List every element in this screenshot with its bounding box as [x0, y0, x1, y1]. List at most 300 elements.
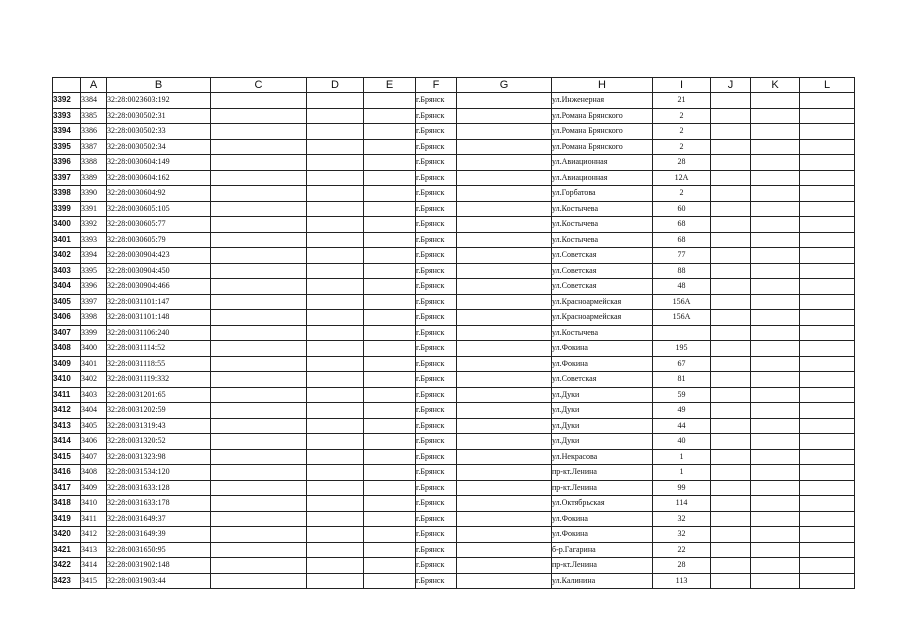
cell-cadastral-number[interactable]: 32:28:0030502:34 — [107, 139, 211, 155]
cell-j[interactable] — [711, 418, 751, 434]
cell-d[interactable] — [307, 279, 364, 295]
cell-cadastral-number[interactable]: 32:28:0023603:192 — [107, 93, 211, 109]
cell-street[interactable]: ул.Октябрьская — [552, 496, 653, 512]
cell-a[interactable]: 3400 — [81, 341, 107, 357]
cell-l[interactable] — [800, 403, 855, 419]
cell-g[interactable] — [457, 418, 552, 434]
cell-j[interactable] — [711, 248, 751, 264]
cell-c[interactable] — [211, 325, 307, 341]
cell-j[interactable] — [711, 310, 751, 326]
cell-d[interactable] — [307, 542, 364, 558]
cell-cadastral-number[interactable]: 32:28:0031650:95 — [107, 542, 211, 558]
cell-e[interactable] — [364, 93, 416, 109]
cell-cadastral-number[interactable]: 32:28:0030904:466 — [107, 279, 211, 295]
cell-house-number[interactable]: 156А — [653, 310, 711, 326]
cell-a[interactable]: 3408 — [81, 465, 107, 481]
cell-e[interactable] — [364, 449, 416, 465]
cell-street[interactable]: ул.Фокина — [552, 527, 653, 543]
cell-e[interactable] — [364, 480, 416, 496]
cell-a[interactable]: 3401 — [81, 356, 107, 372]
cell-c[interactable] — [211, 527, 307, 543]
cell-l[interactable] — [800, 310, 855, 326]
cell-e[interactable] — [364, 155, 416, 171]
cell-a[interactable]: 3388 — [81, 155, 107, 171]
cell-cadastral-number[interactable]: 32:28:0031320:52 — [107, 434, 211, 450]
cell-c[interactable] — [211, 480, 307, 496]
cell-house-number[interactable]: 32 — [653, 511, 711, 527]
cell-cadastral-number[interactable]: 32:28:0031903:44 — [107, 573, 211, 589]
cell-l[interactable] — [800, 155, 855, 171]
cell-k[interactable] — [751, 434, 800, 450]
cell-k[interactable] — [751, 279, 800, 295]
cell-d[interactable] — [307, 93, 364, 109]
cell-house-number[interactable]: 88 — [653, 263, 711, 279]
cell-cadastral-number[interactable]: 32:28:0031101:148 — [107, 310, 211, 326]
cell-l[interactable] — [800, 387, 855, 403]
cell-street[interactable]: ул.Красноармейская — [552, 310, 653, 326]
cell-street[interactable]: ул.Инженерная — [552, 93, 653, 109]
cell-a[interactable]: 3404 — [81, 403, 107, 419]
cell-g[interactable] — [457, 93, 552, 109]
cell-j[interactable] — [711, 449, 751, 465]
cell-house-number[interactable]: 12А — [653, 170, 711, 186]
cell-street[interactable]: ул.Романа Брянского — [552, 108, 653, 124]
cell-j[interactable] — [711, 372, 751, 388]
cell-city[interactable]: г.Брянск — [416, 418, 457, 434]
cell-d[interactable] — [307, 248, 364, 264]
cell-street[interactable]: ул.Калинина — [552, 573, 653, 589]
cell-l[interactable] — [800, 139, 855, 155]
cell-c[interactable] — [211, 263, 307, 279]
cell-cadastral-number[interactable]: 32:28:0031649:39 — [107, 527, 211, 543]
cell-house-number[interactable]: 1 — [653, 465, 711, 481]
cell-street[interactable]: ул.Романа Брянского — [552, 139, 653, 155]
cell-house-number[interactable]: 1 — [653, 449, 711, 465]
row-number-cell[interactable]: 3418 — [53, 496, 81, 512]
cell-l[interactable] — [800, 511, 855, 527]
row-number-cell[interactable]: 3417 — [53, 480, 81, 496]
cell-house-number[interactable]: 2 — [653, 186, 711, 202]
cell-house-number[interactable]: 81 — [653, 372, 711, 388]
cell-city[interactable]: г.Брянск — [416, 108, 457, 124]
cell-c[interactable] — [211, 170, 307, 186]
cell-house-number[interactable]: 48 — [653, 279, 711, 295]
cell-e[interactable] — [364, 465, 416, 481]
cell-street[interactable]: ул.Красноармейская — [552, 294, 653, 310]
cell-city[interactable]: г.Брянск — [416, 372, 457, 388]
cell-k[interactable] — [751, 511, 800, 527]
cell-city[interactable]: г.Брянск — [416, 139, 457, 155]
cell-a[interactable]: 3412 — [81, 527, 107, 543]
cell-k[interactable] — [751, 108, 800, 124]
cell-street[interactable]: ул.Дуки — [552, 403, 653, 419]
row-number-cell[interactable]: 3405 — [53, 294, 81, 310]
cell-c[interactable] — [211, 387, 307, 403]
cell-city[interactable]: г.Брянск — [416, 155, 457, 171]
cell-g[interactable] — [457, 403, 552, 419]
cell-street[interactable]: ул.Фокина — [552, 511, 653, 527]
cell-street[interactable]: пр-кт.Ленина — [552, 558, 653, 574]
cell-k[interactable] — [751, 418, 800, 434]
cell-c[interactable] — [211, 217, 307, 233]
cell-cadastral-number[interactable]: 32:28:0031649:37 — [107, 511, 211, 527]
cell-e[interactable] — [364, 232, 416, 248]
cell-k[interactable] — [751, 217, 800, 233]
cell-c[interactable] — [211, 356, 307, 372]
cell-a[interactable]: 3395 — [81, 263, 107, 279]
cell-city[interactable]: г.Брянск — [416, 232, 457, 248]
row-number-cell[interactable]: 3410 — [53, 372, 81, 388]
row-number-cell[interactable]: 3423 — [53, 573, 81, 589]
cell-cadastral-number[interactable]: 32:28:0031323:98 — [107, 449, 211, 465]
cell-g[interactable] — [457, 248, 552, 264]
cell-d[interactable] — [307, 310, 364, 326]
row-number-cell[interactable]: 3407 — [53, 325, 81, 341]
row-number-cell[interactable]: 3406 — [53, 310, 81, 326]
row-number-cell[interactable]: 3395 — [53, 139, 81, 155]
cell-k[interactable] — [751, 341, 800, 357]
row-number-cell[interactable]: 3411 — [53, 387, 81, 403]
cell-street[interactable]: ул.Некрасова — [552, 449, 653, 465]
cell-e[interactable] — [364, 124, 416, 140]
cell-g[interactable] — [457, 201, 552, 217]
cell-l[interactable] — [800, 542, 855, 558]
cell-a[interactable]: 3391 — [81, 201, 107, 217]
cell-g[interactable] — [457, 294, 552, 310]
cell-e[interactable] — [364, 139, 416, 155]
cell-cadastral-number[interactable]: 32:28:0031201:65 — [107, 387, 211, 403]
cell-e[interactable] — [364, 201, 416, 217]
cell-city[interactable]: г.Брянск — [416, 527, 457, 543]
cell-e[interactable] — [364, 248, 416, 264]
cell-e[interactable] — [364, 279, 416, 295]
cell-house-number[interactable]: 21 — [653, 93, 711, 109]
cell-city[interactable]: г.Брянск — [416, 294, 457, 310]
cell-d[interactable] — [307, 434, 364, 450]
row-number-cell[interactable]: 3409 — [53, 356, 81, 372]
cell-l[interactable] — [800, 573, 855, 589]
cell-d[interactable] — [307, 170, 364, 186]
cell-g[interactable] — [457, 108, 552, 124]
cell-j[interactable] — [711, 217, 751, 233]
cell-k[interactable] — [751, 310, 800, 326]
cell-cadastral-number[interactable]: 32:28:0030605:77 — [107, 217, 211, 233]
cell-l[interactable] — [800, 434, 855, 450]
cell-l[interactable] — [800, 341, 855, 357]
cell-d[interactable] — [307, 496, 364, 512]
cell-cadastral-number[interactable]: 32:28:0031106:240 — [107, 325, 211, 341]
cell-c[interactable] — [211, 232, 307, 248]
cell-c[interactable] — [211, 186, 307, 202]
cell-c[interactable] — [211, 449, 307, 465]
row-number-cell[interactable]: 3408 — [53, 341, 81, 357]
cell-l[interactable] — [800, 248, 855, 264]
cell-city[interactable]: г.Брянск — [416, 356, 457, 372]
cell-k[interactable] — [751, 558, 800, 574]
cell-l[interactable] — [800, 356, 855, 372]
cell-g[interactable] — [457, 279, 552, 295]
cell-a[interactable]: 3390 — [81, 186, 107, 202]
cell-e[interactable] — [364, 558, 416, 574]
cell-e[interactable] — [364, 418, 416, 434]
cell-cadastral-number[interactable]: 32:28:0030502:31 — [107, 108, 211, 124]
cell-house-number[interactable]: 195 — [653, 341, 711, 357]
cell-d[interactable] — [307, 480, 364, 496]
cell-k[interactable] — [751, 449, 800, 465]
cell-street[interactable]: ул.Советская — [552, 372, 653, 388]
cell-street[interactable]: ул.Костычева — [552, 232, 653, 248]
row-number-cell[interactable]: 3404 — [53, 279, 81, 295]
cell-e[interactable] — [364, 186, 416, 202]
cell-a[interactable]: 3393 — [81, 232, 107, 248]
cell-l[interactable] — [800, 527, 855, 543]
row-number-cell[interactable]: 3414 — [53, 434, 81, 450]
cell-city[interactable]: г.Брянск — [416, 511, 457, 527]
cell-j[interactable] — [711, 124, 751, 140]
cell-a[interactable]: 3385 — [81, 108, 107, 124]
cell-house-number[interactable]: 68 — [653, 232, 711, 248]
cell-j[interactable] — [711, 263, 751, 279]
cell-e[interactable] — [364, 573, 416, 589]
cell-l[interactable] — [800, 170, 855, 186]
cell-k[interactable] — [751, 248, 800, 264]
cell-a[interactable]: 3387 — [81, 139, 107, 155]
cell-j[interactable] — [711, 542, 751, 558]
cell-c[interactable] — [211, 573, 307, 589]
cell-street[interactable]: ул.Авиационная — [552, 155, 653, 171]
cell-street[interactable]: пр-кт.Ленина — [552, 480, 653, 496]
cell-street[interactable]: б-р.Гагарина — [552, 542, 653, 558]
cell-g[interactable] — [457, 325, 552, 341]
cell-g[interactable] — [457, 341, 552, 357]
cell-a[interactable]: 3411 — [81, 511, 107, 527]
cell-l[interactable] — [800, 217, 855, 233]
cell-house-number[interactable]: 32 — [653, 527, 711, 543]
cell-street[interactable]: ул.Дуки — [552, 418, 653, 434]
cell-city[interactable]: г.Брянск — [416, 480, 457, 496]
cell-street[interactable]: ул.Советская — [552, 263, 653, 279]
cell-city[interactable]: г.Брянск — [416, 170, 457, 186]
cell-j[interactable] — [711, 465, 751, 481]
cell-l[interactable] — [800, 201, 855, 217]
cell-k[interactable] — [751, 263, 800, 279]
row-number-cell[interactable]: 3392 — [53, 93, 81, 109]
cell-d[interactable] — [307, 403, 364, 419]
cell-g[interactable] — [457, 372, 552, 388]
cell-house-number[interactable]: 28 — [653, 558, 711, 574]
cell-c[interactable] — [211, 248, 307, 264]
cell-city[interactable]: г.Брянск — [416, 279, 457, 295]
cell-d[interactable] — [307, 139, 364, 155]
cell-l[interactable] — [800, 124, 855, 140]
cell-city[interactable]: г.Брянск — [416, 341, 457, 357]
cell-city[interactable]: г.Брянск — [416, 248, 457, 264]
cell-e[interactable] — [364, 325, 416, 341]
cell-d[interactable] — [307, 418, 364, 434]
cell-k[interactable] — [751, 186, 800, 202]
cell-c[interactable] — [211, 294, 307, 310]
cell-city[interactable]: г.Брянск — [416, 325, 457, 341]
row-number-cell[interactable]: 3394 — [53, 124, 81, 140]
cell-a[interactable]: 3389 — [81, 170, 107, 186]
cell-c[interactable] — [211, 372, 307, 388]
cell-c[interactable] — [211, 108, 307, 124]
cell-l[interactable] — [800, 465, 855, 481]
cell-d[interactable] — [307, 527, 364, 543]
cell-j[interactable] — [711, 387, 751, 403]
cell-street[interactable]: ул.Авиационная — [552, 170, 653, 186]
cell-city[interactable]: г.Брянск — [416, 434, 457, 450]
row-number-cell[interactable]: 3400 — [53, 217, 81, 233]
cell-k[interactable] — [751, 232, 800, 248]
cell-k[interactable] — [751, 124, 800, 140]
cell-k[interactable] — [751, 93, 800, 109]
cell-l[interactable] — [800, 232, 855, 248]
cell-j[interactable] — [711, 341, 751, 357]
cell-cadastral-number[interactable]: 32:28:0030604:149 — [107, 155, 211, 171]
cell-k[interactable] — [751, 356, 800, 372]
cell-j[interactable] — [711, 325, 751, 341]
cell-g[interactable] — [457, 511, 552, 527]
cell-a[interactable]: 3394 — [81, 248, 107, 264]
cell-d[interactable] — [307, 573, 364, 589]
row-number-cell[interactable]: 3393 — [53, 108, 81, 124]
cell-cadastral-number[interactable]: 32:28:0030904:450 — [107, 263, 211, 279]
cell-e[interactable] — [364, 403, 416, 419]
cell-a[interactable]: 3406 — [81, 434, 107, 450]
cell-g[interactable] — [457, 465, 552, 481]
cell-g[interactable] — [457, 434, 552, 450]
cell-cadastral-number[interactable]: 32:28:0031633:128 — [107, 480, 211, 496]
cell-j[interactable] — [711, 558, 751, 574]
cell-street[interactable]: ул.Советская — [552, 248, 653, 264]
cell-d[interactable] — [307, 341, 364, 357]
cell-g[interactable] — [457, 124, 552, 140]
cell-city[interactable]: г.Брянск — [416, 124, 457, 140]
cell-a[interactable]: 3414 — [81, 558, 107, 574]
cell-house-number[interactable]: 99 — [653, 480, 711, 496]
cell-a[interactable]: 3386 — [81, 124, 107, 140]
row-number-cell[interactable]: 3402 — [53, 248, 81, 264]
cell-d[interactable] — [307, 108, 364, 124]
cell-k[interactable] — [751, 403, 800, 419]
cell-c[interactable] — [211, 418, 307, 434]
cell-j[interactable] — [711, 139, 751, 155]
cell-a[interactable]: 3398 — [81, 310, 107, 326]
cell-a[interactable]: 3409 — [81, 480, 107, 496]
cell-g[interactable] — [457, 155, 552, 171]
cell-e[interactable] — [364, 527, 416, 543]
cell-j[interactable] — [711, 170, 751, 186]
cell-house-number[interactable]: 2 — [653, 124, 711, 140]
cell-c[interactable] — [211, 341, 307, 357]
cell-a[interactable]: 3405 — [81, 418, 107, 434]
cell-street[interactable]: ул.Дуки — [552, 434, 653, 450]
cell-a[interactable]: 3415 — [81, 573, 107, 589]
cell-k[interactable] — [751, 201, 800, 217]
cell-d[interactable] — [307, 465, 364, 481]
cell-city[interactable]: г.Брянск — [416, 465, 457, 481]
row-number-cell[interactable]: 3397 — [53, 170, 81, 186]
row-number-cell[interactable]: 3416 — [53, 465, 81, 481]
cell-cadastral-number[interactable]: 32:28:0031118:55 — [107, 356, 211, 372]
cell-l[interactable] — [800, 186, 855, 202]
cell-a[interactable]: 3413 — [81, 542, 107, 558]
cell-c[interactable] — [211, 139, 307, 155]
cell-city[interactable]: г.Брянск — [416, 449, 457, 465]
cell-c[interactable] — [211, 155, 307, 171]
cell-street[interactable]: ул.Романа Брянского — [552, 124, 653, 140]
cell-street[interactable]: ул.Дуки — [552, 387, 653, 403]
cell-cadastral-number[interactable]: 32:28:0030604:92 — [107, 186, 211, 202]
cell-cadastral-number[interactable]: 32:28:0030502:33 — [107, 124, 211, 140]
row-number-cell[interactable]: 3421 — [53, 542, 81, 558]
cell-d[interactable] — [307, 294, 364, 310]
row-number-cell[interactable]: 3396 — [53, 155, 81, 171]
cell-cadastral-number[interactable]: 32:28:0030604:162 — [107, 170, 211, 186]
cell-c[interactable] — [211, 279, 307, 295]
cell-k[interactable] — [751, 170, 800, 186]
cell-j[interactable] — [711, 186, 751, 202]
cell-l[interactable] — [800, 449, 855, 465]
cell-house-number[interactable]: 49 — [653, 403, 711, 419]
cell-g[interactable] — [457, 480, 552, 496]
cell-l[interactable] — [800, 558, 855, 574]
row-number-cell[interactable]: 3422 — [53, 558, 81, 574]
cell-k[interactable] — [751, 139, 800, 155]
cell-j[interactable] — [711, 496, 751, 512]
row-number-cell[interactable]: 3415 — [53, 449, 81, 465]
cell-cadastral-number[interactable]: 32:28:0031119:332 — [107, 372, 211, 388]
cell-street[interactable]: ул.Костычева — [552, 217, 653, 233]
cell-city[interactable]: г.Брянск — [416, 93, 457, 109]
cell-cadastral-number[interactable]: 32:28:0030605:79 — [107, 232, 211, 248]
cell-j[interactable] — [711, 155, 751, 171]
cell-city[interactable]: г.Брянск — [416, 496, 457, 512]
cell-cadastral-number[interactable]: 32:28:0031202:59 — [107, 403, 211, 419]
cell-j[interactable] — [711, 201, 751, 217]
cell-d[interactable] — [307, 356, 364, 372]
cell-j[interactable] — [711, 279, 751, 295]
cell-j[interactable] — [711, 108, 751, 124]
cell-d[interactable] — [307, 387, 364, 403]
cell-l[interactable] — [800, 372, 855, 388]
cell-e[interactable] — [364, 372, 416, 388]
cell-e[interactable] — [364, 170, 416, 186]
cell-c[interactable] — [211, 496, 307, 512]
cell-cadastral-number[interactable]: 32:28:0031114:52 — [107, 341, 211, 357]
cell-a[interactable]: 3410 — [81, 496, 107, 512]
cell-a[interactable]: 3396 — [81, 279, 107, 295]
cell-j[interactable] — [711, 434, 751, 450]
cell-c[interactable] — [211, 93, 307, 109]
cell-g[interactable] — [457, 356, 552, 372]
cell-house-number[interactable]: 22 — [653, 542, 711, 558]
cell-cadastral-number[interactable]: 32:28:0030605:105 — [107, 201, 211, 217]
cell-k[interactable] — [751, 155, 800, 171]
cell-k[interactable] — [751, 480, 800, 496]
cell-d[interactable] — [307, 263, 364, 279]
cell-city[interactable]: г.Брянск — [416, 201, 457, 217]
cell-house-number[interactable]: 60 — [653, 201, 711, 217]
cell-a[interactable]: 3397 — [81, 294, 107, 310]
cell-l[interactable] — [800, 263, 855, 279]
cell-d[interactable] — [307, 232, 364, 248]
cell-k[interactable] — [751, 465, 800, 481]
cell-cadastral-number[interactable]: 32:28:0031101:147 — [107, 294, 211, 310]
cell-house-number[interactable]: 114 — [653, 496, 711, 512]
cell-house-number[interactable]: 68 — [653, 217, 711, 233]
